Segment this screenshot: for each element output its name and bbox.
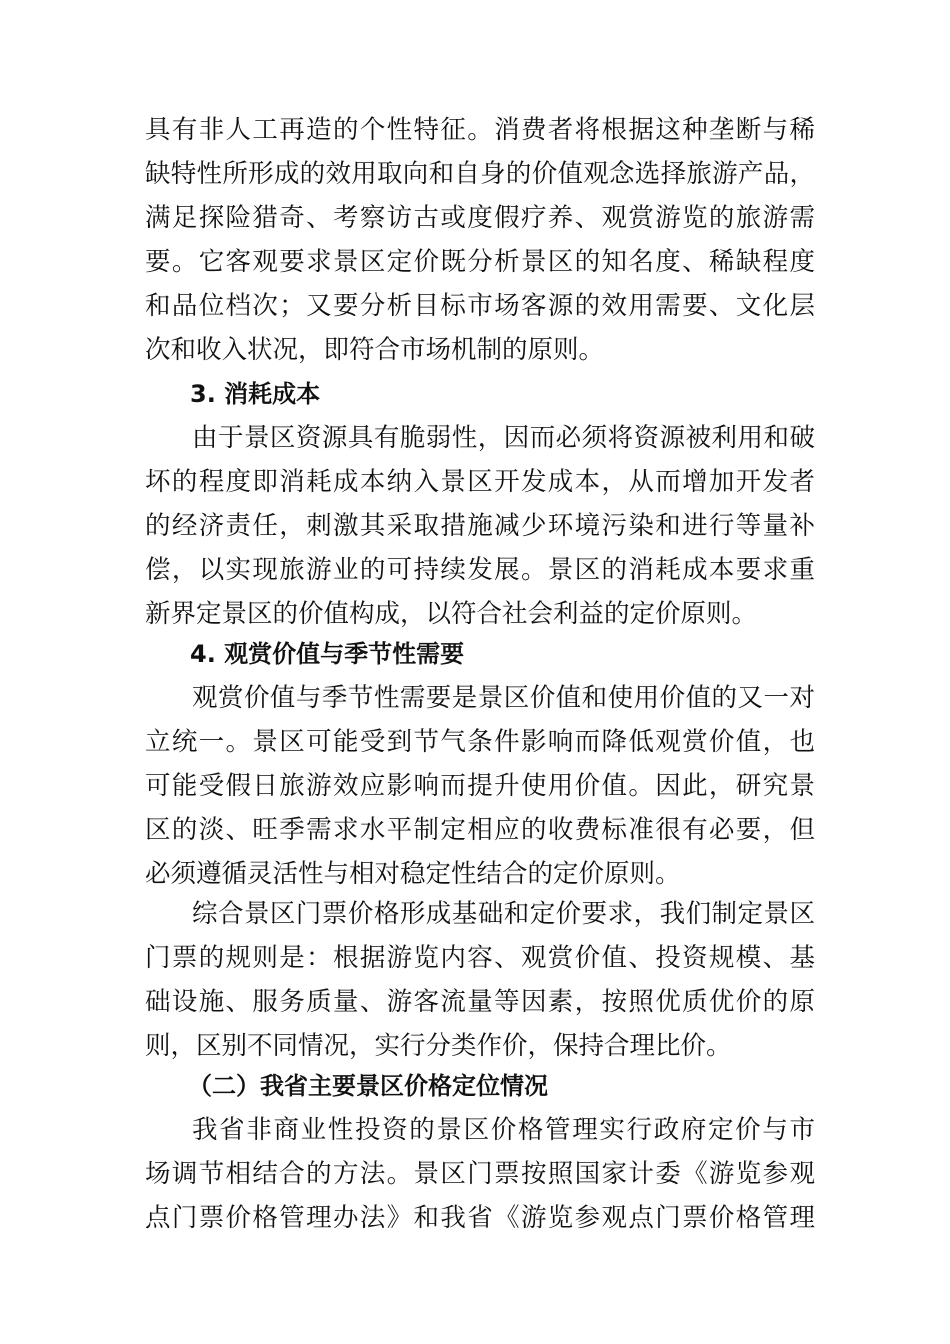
paragraph-4-line-2: 门票的规则是：根据游览内容、观赏价值、投资规模、基 bbox=[145, 943, 815, 973]
paragraph-1-line-2: 缺特性所形成的效用取向和自身的价值观念选择旅游产品， bbox=[145, 159, 815, 189]
heading-ornamental-value: 4. 观赏价值与季节性需要 bbox=[190, 640, 465, 668]
heading-section-2: （二）我省主要景区价格定位情况 bbox=[188, 1072, 548, 1100]
paragraph-4-line-4: 则，区别不同情况，实行分类作价，保持合理比价。 bbox=[145, 1031, 732, 1061]
paragraph-4-line-1: 综合景区门票价格形成基础和定价要求，我们制定景区 bbox=[192, 899, 815, 929]
paragraph-1-line-3: 满足探险猎奇、考察访古或度假疗养、观赏游览的旅游需 bbox=[145, 203, 815, 233]
paragraph-1-line-6: 次和收入状况，即符合市场机制的原则。 bbox=[145, 335, 605, 365]
paragraph-2-line-5: 新界定景区的价值构成，以符合社会利益的定价原则。 bbox=[145, 599, 758, 629]
paragraph-2-line-4: 偿，以实现旅游业的可持续发展。景区的消耗成本要求重 bbox=[145, 555, 815, 585]
paragraph-5-line-3: 点门票价格管理办法》和我省《游览参观点门票价格管理 bbox=[145, 1203, 815, 1233]
paragraph-5-line-2: 场调节相结合的方法。景区门票按照国家计委《游览参观 bbox=[145, 1159, 815, 1189]
paragraph-1-line-5: 和品位档次；又要分析目标市场客源的效用需要、文化层 bbox=[145, 291, 815, 321]
paragraph-1-line-1: 具有非人工再造的个性特征。消费者将根据这种垄断与稀 bbox=[145, 115, 815, 145]
paragraph-3-line-5: 必须遵循灵活性与相对稳定性结合的定价原则。 bbox=[145, 859, 681, 889]
paragraph-2-line-3: 的经济责任，刺激其采取措施减少环境污染和进行等量补 bbox=[145, 511, 815, 541]
paragraph-3-line-2: 立统一。景区可能受到节气条件影响而降低观赏价值，也 bbox=[145, 727, 815, 757]
paragraph-5-line-1: 我省非商业性投资的景区价格管理实行政府定价与市 bbox=[192, 1115, 815, 1145]
paragraph-3-line-3: 可能受假日旅游效应影响而提升使用价值。因此，研究景 bbox=[145, 771, 815, 801]
paragraph-2-line-2: 坏的程度即消耗成本纳入景区开发成本，从而增加开发者 bbox=[145, 467, 815, 497]
paragraph-1-line-4: 要。它客观要求景区定价既分析景区的知名度、稀缺程度 bbox=[145, 247, 815, 277]
paragraph-2-line-1: 由于景区资源具有脆弱性，因而必须将资源被利用和破 bbox=[192, 423, 815, 453]
paragraph-3-line-4: 区的淡、旺季需求水平制定相应的收费标准很有必要，但 bbox=[145, 815, 815, 845]
paragraph-4-line-3: 础设施、服务质量、游客流量等因素，按照优质优价的原 bbox=[145, 987, 815, 1017]
heading-consumption-cost: 3. 消耗成本 bbox=[190, 380, 321, 408]
paragraph-3-line-1: 观赏价值与季节性需要是景区价值和使用价值的又一对 bbox=[192, 683, 815, 713]
